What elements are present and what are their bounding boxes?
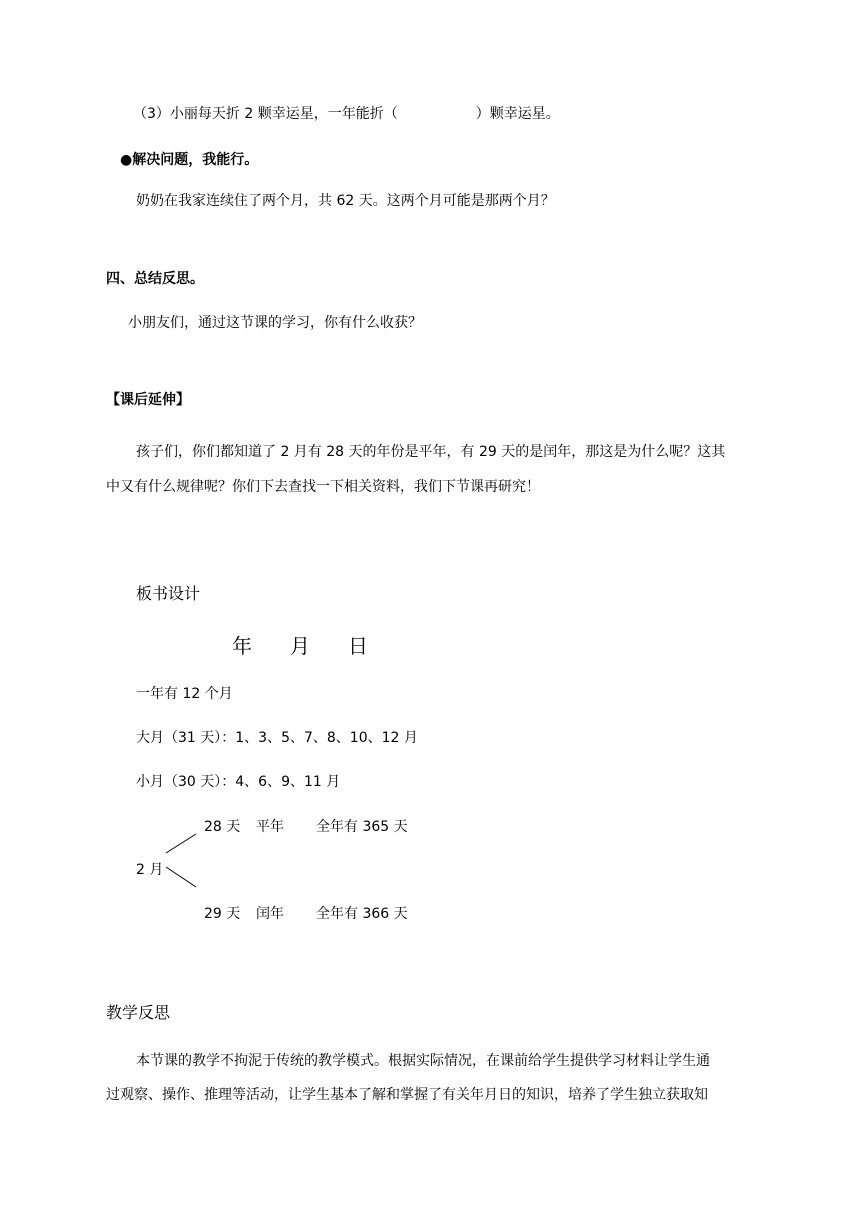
board-title-day: 日: [348, 634, 368, 658]
leap-year-total: 全年有 366 天: [316, 906, 408, 922]
branch-line-upper: [166, 834, 196, 853]
leap-year-days: 29 天: [204, 906, 241, 922]
extension-line-2: 中又有什么规律呢？你们下去查找一下相关资料，我们下节课再研究！: [106, 479, 540, 495]
board-heading: 板书设计: [136, 584, 201, 603]
board-line-small-months: 小月（30 天）：4、6、9、11 月: [136, 774, 341, 790]
reflection-heading: 教学反思: [106, 1003, 171, 1022]
summary-heading: 四、总结反思。: [106, 271, 204, 287]
solve-heading: ●解决问题，我能行。: [120, 152, 259, 168]
question-3-suffix: ）颗幸运星。: [475, 106, 560, 122]
solve-text: 奶奶在我家连续住了两个月，共 62 天。这两个月可能是那两个月？: [136, 193, 555, 209]
board-title-month: 月: [290, 634, 310, 658]
board-line-big-months: 大月（31 天）：1、3、5、7、8、10、12 月: [136, 730, 418, 746]
branch-line-lower: [166, 867, 196, 887]
question-3-prefix: （3）小丽每天折 2 颗幸运星，一年能折（: [133, 106, 398, 122]
reflection-line-1: 本节课的教学不拘泥于传统的教学模式。根据实际情况，在课前给学生提供学习材料让学生通: [136, 1053, 710, 1069]
common-year-days: 28 天: [204, 819, 241, 835]
summary-text: 小朋友们，通过这节课的学习，你有什么收获？: [128, 315, 422, 331]
extension-line-1: 孩子们，你们都知道了 2 月有 28 天的年份是平年，有 29 天的是闰年，那这是为什么呢？这其: [136, 444, 726, 460]
leap-year-name: 闰年: [256, 906, 284, 922]
board-title-year: 年: [232, 634, 252, 658]
board-line-months: 一年有 12 个月: [136, 686, 233, 702]
common-year-name: 平年: [256, 819, 284, 835]
common-year-total: 全年有 365 天: [316, 819, 408, 835]
february-label: 2 月: [136, 862, 164, 878]
reflection-line-2: 过观察、操作、推理等活动，让学生基本了解和掌握了有关年月日的知识，培养了学生独立获取知: [106, 1087, 708, 1103]
extension-heading: 【课后延伸】: [106, 392, 190, 408]
